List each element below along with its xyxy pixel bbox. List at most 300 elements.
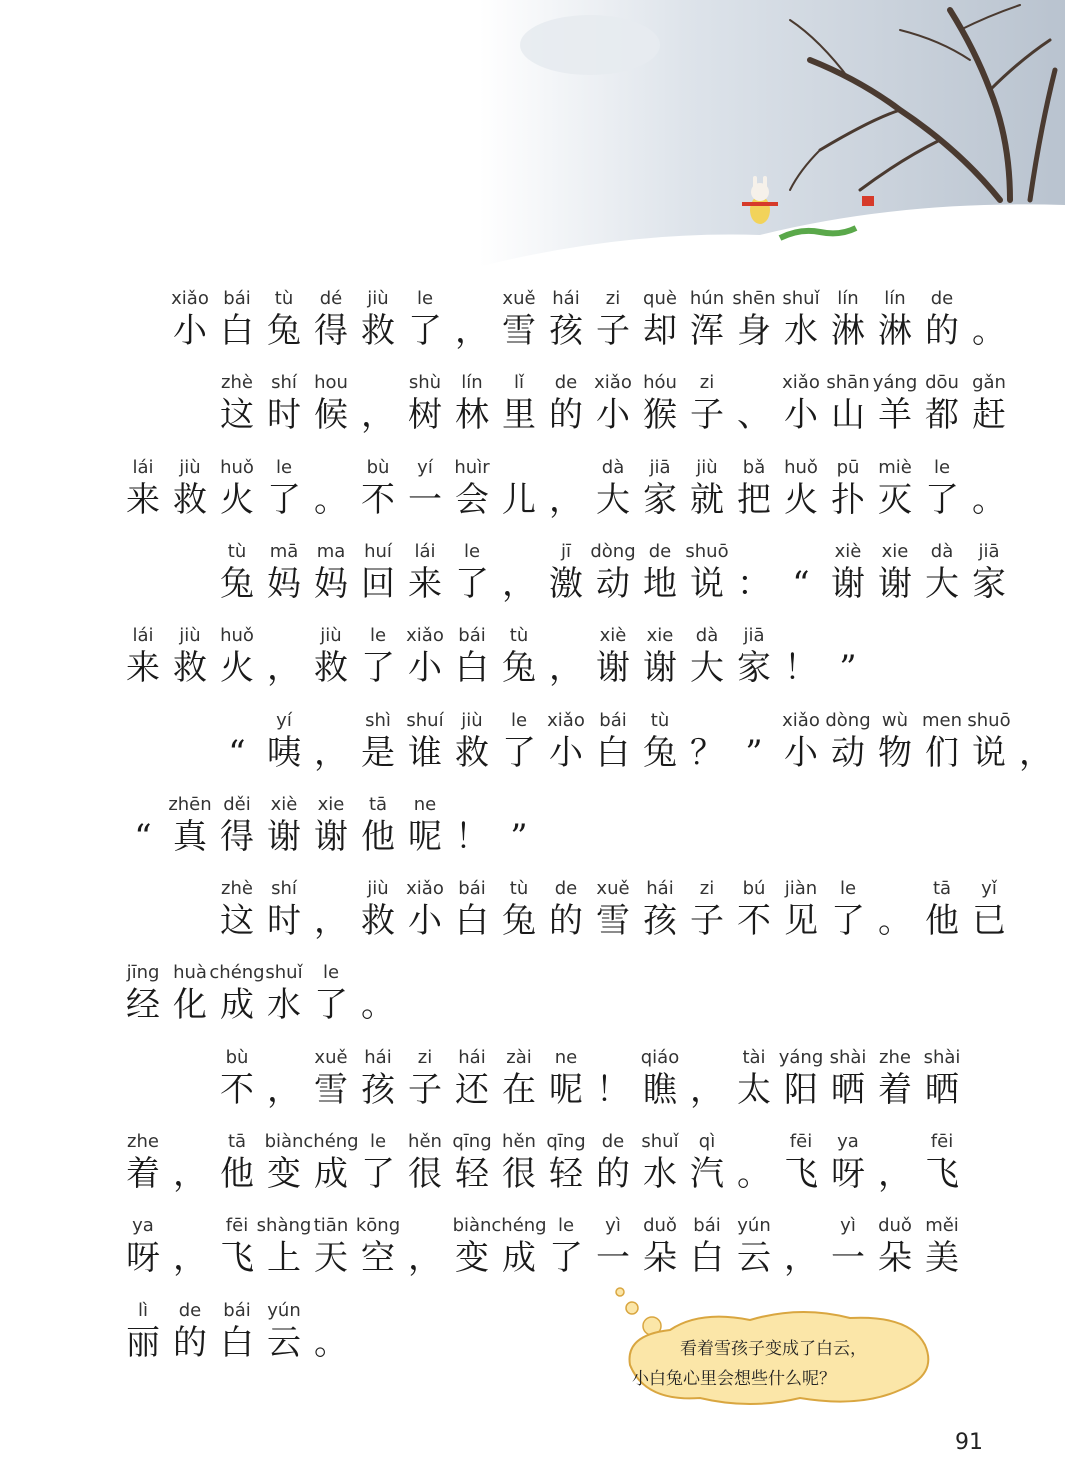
pinyin: xiǎo — [547, 709, 585, 731]
character-unit — [355, 607, 401, 691]
hanzi: 。 — [314, 1322, 348, 1363]
hanzi: 了 — [408, 311, 442, 351]
hanzi: 飞 — [925, 1154, 959, 1194]
pinyin: bái — [223, 1299, 251, 1321]
pinyin: le — [839, 878, 857, 900]
character-unit — [449, 354, 495, 438]
pinyin: dà — [930, 540, 954, 562]
pinyin: shuō — [685, 540, 729, 562]
text-line — [0, 439, 1065, 523]
pinyin: le — [322, 962, 340, 984]
hanzi: 物 — [878, 732, 912, 773]
hanzi: 来 — [408, 563, 442, 604]
hanzi: 救 — [361, 311, 395, 351]
character-unit — [543, 1197, 589, 1281]
pinyin: ma — [316, 540, 346, 562]
character-unit — [496, 692, 542, 776]
pinyin: le — [275, 456, 293, 478]
hanzi: 火 — [220, 479, 254, 520]
hanzi: ， — [502, 563, 536, 604]
character-unit — [355, 692, 401, 776]
character-unit — [402, 860, 448, 944]
text-line — [0, 523, 1065, 607]
pinyin: hóu — [643, 372, 677, 394]
character-unit — [731, 523, 777, 607]
character-unit — [966, 692, 1012, 776]
character-unit — [120, 607, 166, 691]
character-unit — [825, 692, 871, 776]
hanzi: 水 — [643, 1154, 677, 1194]
character-unit — [120, 776, 166, 860]
character-unit — [167, 1197, 213, 1281]
hanzi: 在 — [502, 1069, 536, 1110]
character-unit — [167, 270, 213, 354]
character-unit — [637, 1113, 683, 1197]
hanzi: 白 — [690, 1238, 724, 1279]
hanzi: 大 — [925, 563, 959, 604]
character-unit — [355, 523, 401, 607]
character-unit — [496, 776, 542, 860]
hanzi: 了 — [502, 732, 536, 773]
character-unit — [637, 692, 683, 776]
character-unit — [825, 270, 871, 354]
character-unit — [684, 1113, 730, 1197]
character-unit — [543, 439, 589, 523]
text-line — [0, 1029, 1065, 1113]
character-unit — [449, 607, 495, 691]
hanzi: 呢 — [549, 1069, 583, 1110]
pinyin: jiā — [978, 540, 1000, 562]
hanzi: 回 — [361, 563, 395, 604]
pinyin: shuǐ — [641, 1131, 679, 1152]
pinyin: huǒ — [220, 625, 254, 647]
pinyin: tài — [742, 1046, 766, 1068]
character-unit — [308, 860, 354, 944]
red-hat — [862, 196, 874, 206]
text-line — [0, 354, 1065, 438]
hanzi: 淋 — [831, 311, 865, 351]
pinyin: shài — [829, 1046, 867, 1068]
character-unit — [543, 354, 589, 438]
character-unit — [543, 607, 589, 691]
pinyin: de — [554, 878, 578, 900]
hanzi: 家 — [972, 563, 1006, 604]
hanzi: “ — [792, 563, 810, 604]
character-unit — [496, 354, 542, 438]
character-unit — [966, 270, 1012, 354]
hanzi: 变 — [267, 1154, 301, 1194]
hanzi: 已 — [972, 901, 1006, 942]
hanzi: “ — [228, 732, 246, 773]
pinyin: de — [554, 372, 578, 394]
hanzi: 兔 — [502, 648, 536, 689]
pinyin: shuō — [967, 709, 1011, 731]
character-unit — [449, 523, 495, 607]
hanzi: 小 — [596, 395, 630, 436]
character-unit — [825, 439, 871, 523]
pinyin: zi — [699, 372, 715, 394]
character-unit — [261, 523, 307, 607]
pinyin: de — [648, 540, 672, 562]
character-unit — [684, 1029, 730, 1113]
pinyin: bái — [693, 1215, 721, 1237]
character-unit — [1013, 692, 1059, 776]
hanzi: 一 — [596, 1238, 630, 1279]
hanzi: 呀 — [126, 1238, 160, 1279]
text-line — [0, 944, 1065, 1028]
hanzi: 谢 — [643, 648, 677, 689]
character-unit — [214, 439, 260, 523]
hanzi: 得 — [220, 816, 254, 857]
character-unit — [261, 354, 307, 438]
hanzi: 救 — [173, 648, 207, 689]
hanzi: 谢 — [314, 816, 348, 857]
hanzi: 化 — [173, 985, 207, 1026]
hanzi: 这 — [220, 901, 254, 942]
pinyin: huí — [364, 540, 392, 562]
character-unit — [496, 523, 542, 607]
pinyin: shù — [408, 372, 442, 394]
character-unit — [966, 354, 1012, 438]
pinyin: le — [416, 288, 434, 309]
hanzi: 孩 — [361, 1069, 395, 1110]
character-unit — [825, 607, 871, 691]
character-unit — [402, 1197, 448, 1281]
character-unit — [308, 523, 354, 607]
hanzi: 动 — [831, 732, 865, 773]
hanzi: 谢 — [878, 563, 912, 604]
character-unit — [778, 354, 824, 438]
hanzi: 火 — [784, 479, 818, 520]
character-unit — [590, 860, 636, 944]
character-unit — [496, 1113, 542, 1197]
character-unit — [637, 860, 683, 944]
pinyin: yí — [417, 456, 433, 478]
pinyin: jī — [560, 540, 572, 562]
pinyin: biàn — [264, 1131, 304, 1152]
character-unit — [167, 1282, 213, 1366]
character-unit — [308, 776, 354, 860]
text-line — [0, 692, 1065, 776]
pinyin: duǒ — [878, 1215, 912, 1237]
character-unit — [684, 607, 730, 691]
character-unit — [872, 354, 918, 438]
pinyin: ya — [132, 1215, 154, 1237]
pinyin: ne — [413, 793, 437, 815]
hanzi: 的 — [173, 1322, 207, 1363]
hanzi: 这 — [220, 395, 254, 436]
hanzi: 救 — [455, 732, 489, 773]
hanzi: “ — [134, 816, 152, 857]
pinyin: xiǎo — [171, 288, 209, 309]
hanzi: 真 — [173, 816, 207, 857]
hanzi: 雪 — [314, 1069, 348, 1110]
character-unit — [214, 1029, 260, 1113]
pinyin: le — [463, 540, 481, 562]
character-unit — [637, 1197, 683, 1281]
hanzi: 猴 — [643, 395, 677, 436]
hanzi: 的 — [549, 901, 583, 942]
character-unit — [120, 1282, 166, 1366]
pinyin: jiā — [649, 456, 671, 478]
hanzi: 兔 — [502, 901, 536, 942]
character-unit — [731, 607, 777, 691]
character-unit — [919, 692, 965, 776]
pinyin: mā — [269, 540, 299, 562]
character-unit — [402, 692, 448, 776]
hanzi: 救 — [173, 479, 207, 520]
hanzi: ， — [784, 1238, 818, 1279]
character-unit — [402, 354, 448, 438]
hanzi: 飞 — [784, 1154, 818, 1194]
hanzi: 会 — [455, 479, 489, 520]
pinyin: xie — [881, 540, 909, 562]
pinyin: dòng — [825, 709, 871, 731]
hanzi: 晒 — [925, 1069, 959, 1110]
character-unit — [637, 439, 683, 523]
pinyin: bú — [742, 878, 766, 900]
hanzi: 候 — [314, 395, 348, 436]
character-unit — [966, 523, 1012, 607]
pinyin: biàn — [452, 1215, 492, 1237]
hanzi: 着 — [878, 1069, 912, 1110]
character-unit — [825, 1113, 871, 1197]
hanzi: 说 — [972, 732, 1006, 773]
hanzi: 兔 — [267, 311, 301, 351]
pinyin: bái — [223, 288, 251, 309]
hanzi: 小 — [549, 732, 583, 773]
hanzi: 家 — [737, 648, 771, 689]
hanzi: 了 — [549, 1238, 583, 1279]
pinyin: qīng — [546, 1131, 586, 1152]
character-unit — [167, 1113, 213, 1197]
hanzi: 一 — [408, 479, 442, 520]
pinyin: lái — [132, 625, 154, 647]
character-unit — [491, 1197, 547, 1281]
pinyin: de — [601, 1131, 625, 1152]
hanzi: 子 — [408, 1069, 442, 1110]
pinyin: měi — [925, 1215, 959, 1237]
hanzi: 大 — [596, 479, 630, 520]
character-unit — [214, 692, 260, 776]
pinyin: tā — [227, 1131, 247, 1152]
character-unit — [684, 860, 730, 944]
character-unit — [261, 439, 307, 523]
character-unit — [684, 1197, 730, 1281]
character-unit — [825, 1197, 871, 1281]
hanzi: ， — [408, 1238, 442, 1279]
character-unit — [261, 860, 307, 944]
pinyin: yáng — [872, 372, 918, 394]
hanzi: 轻 — [455, 1154, 489, 1194]
hanzi: ， — [549, 648, 583, 689]
hanzi: 子 — [690, 395, 724, 436]
character-unit — [167, 944, 213, 1028]
character-unit — [872, 270, 918, 354]
character-unit — [872, 860, 918, 944]
character-unit — [449, 1113, 495, 1197]
hanzi: 却 — [643, 311, 677, 351]
character-unit — [778, 860, 824, 944]
pinyin: bái — [599, 709, 627, 731]
pinyin: shí — [271, 372, 297, 394]
character-unit — [731, 1113, 777, 1197]
hanzi: 是 — [361, 732, 395, 773]
hanzi: 阳 — [784, 1069, 818, 1110]
character-unit — [590, 270, 636, 354]
hanzi: ， — [361, 395, 395, 436]
hanzi: 把 — [737, 479, 771, 520]
pinyin: pū — [836, 456, 860, 478]
text-line — [0, 607, 1065, 691]
hanzi: 朵 — [643, 1238, 677, 1279]
pinyin: huà — [173, 962, 207, 984]
character-unit — [261, 270, 307, 354]
pinyin: zhè — [221, 372, 253, 394]
character-unit — [731, 354, 777, 438]
hanzi: 经 — [126, 985, 160, 1026]
hanzi: 雪 — [502, 311, 536, 351]
character-unit — [543, 692, 589, 776]
cloud-shape — [520, 15, 660, 75]
character-unit — [308, 1029, 354, 1113]
character-unit — [355, 1029, 401, 1113]
hanzi: ， — [690, 1069, 724, 1110]
hanzi: 呢 — [408, 816, 442, 857]
character-unit — [872, 1113, 918, 1197]
pinyin: tù — [227, 540, 247, 562]
hanzi: 浑 — [690, 311, 724, 351]
pinyin: hái — [458, 1046, 486, 1068]
character-unit — [825, 523, 871, 607]
character-unit — [402, 523, 448, 607]
character-unit — [214, 860, 260, 944]
hanzi: 白 — [596, 732, 630, 773]
pinyin: tù — [650, 709, 670, 731]
pinyin: jiù — [461, 709, 483, 731]
pinyin: le — [510, 709, 528, 731]
pinyin: dà — [601, 456, 625, 478]
character-unit — [120, 944, 166, 1028]
character-unit — [496, 860, 542, 944]
hanzi: 了 — [267, 479, 301, 520]
character-unit — [355, 944, 401, 1028]
pinyin: fēi — [930, 1131, 954, 1152]
pinyin: dòng — [590, 540, 636, 562]
hanzi: 谢 — [831, 563, 865, 604]
hanzi: 来 — [126, 479, 160, 520]
character-unit — [303, 1113, 359, 1197]
pinyin: le — [369, 1131, 387, 1152]
hanzi: 不 — [361, 479, 395, 520]
pinyin: lín — [461, 372, 483, 394]
hanzi: 太 — [737, 1069, 771, 1110]
character-unit — [402, 776, 448, 860]
character-unit — [919, 439, 965, 523]
pinyin: shàng — [256, 1215, 312, 1237]
hanzi: 不 — [220, 1069, 254, 1110]
hanzi: 、 — [737, 395, 771, 436]
hanzi: 一 — [831, 1238, 865, 1279]
pinyin: shuí — [406, 709, 444, 731]
hanzi: 得 — [314, 311, 348, 351]
pinyin: tā — [932, 878, 952, 900]
hanzi: 地 — [643, 563, 677, 604]
pinyin: bái — [458, 878, 486, 900]
character-unit — [872, 1197, 918, 1281]
character-unit — [308, 607, 354, 691]
hanzi: 淋 — [878, 311, 912, 351]
hanzi: 子 — [690, 901, 724, 942]
character-unit — [637, 270, 683, 354]
pinyin: yì — [840, 1215, 856, 1237]
character-unit — [684, 354, 730, 438]
pinyin: xiǎo — [782, 372, 820, 394]
character-unit — [355, 270, 401, 354]
character-unit — [214, 1113, 260, 1197]
hanzi: 孩 — [549, 311, 583, 351]
character-unit — [637, 1029, 683, 1113]
character-unit — [355, 439, 401, 523]
text-line — [0, 270, 1065, 354]
pinyin: miè — [878, 456, 912, 478]
pinyin: shì — [365, 709, 391, 731]
pinyin: bǎ — [742, 456, 766, 478]
pinyin: fēi — [789, 1131, 813, 1152]
pinyin: chéng — [303, 1131, 359, 1152]
pinyin: jiù — [696, 456, 718, 478]
pinyin: kōng — [355, 1215, 401, 1237]
character-unit — [402, 1113, 448, 1197]
character-unit — [355, 1197, 401, 1281]
hanzi: ” — [839, 648, 857, 689]
hanzi: 白 — [455, 648, 489, 689]
pinyin: qì — [698, 1131, 716, 1152]
pinyin: shān — [826, 372, 870, 394]
pinyin: yún — [737, 1215, 771, 1237]
character-unit — [256, 1197, 312, 1281]
character-unit — [402, 1029, 448, 1113]
pinyin: xuě — [314, 1046, 348, 1068]
character-unit — [590, 692, 636, 776]
pinyin: fēi — [225, 1215, 249, 1237]
hanzi: 他 — [925, 901, 959, 942]
pinyin: tā — [368, 793, 388, 815]
hanzi: ， — [549, 479, 583, 520]
character-unit — [966, 439, 1012, 523]
hanzi: 兔 — [643, 732, 677, 773]
hanzi: 晒 — [831, 1069, 865, 1110]
character-unit — [590, 523, 636, 607]
pinyin: hái — [552, 288, 580, 309]
hanzi: 儿 — [502, 479, 536, 520]
text-line — [0, 1113, 1065, 1197]
character-unit — [731, 1197, 777, 1281]
character-unit — [308, 1197, 354, 1281]
pinyin: ne — [554, 1046, 578, 1068]
character-unit — [919, 270, 965, 354]
hanzi: 他 — [220, 1154, 254, 1194]
page-number: 91 — [955, 1430, 983, 1455]
hanzi: 变 — [455, 1238, 489, 1279]
pinyin: xiǎo — [406, 625, 444, 647]
character-unit — [308, 692, 354, 776]
pinyin: hái — [646, 878, 674, 900]
hanzi: ： — [737, 563, 771, 604]
pinyin: dōu — [925, 372, 959, 394]
character-unit — [496, 1029, 542, 1113]
hanzi: 还 — [455, 1069, 489, 1110]
